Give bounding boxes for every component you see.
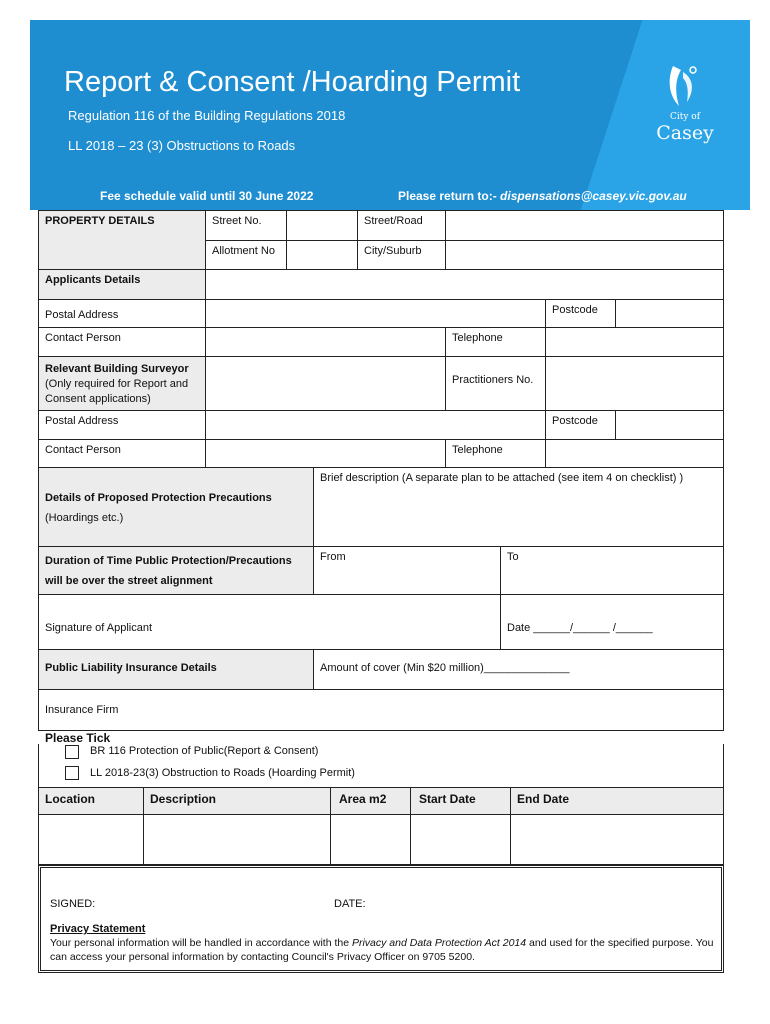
privacy-statement [50, 936, 718, 964]
page-title: Report & Consent /Hoarding Permit [64, 66, 521, 98]
table-cell-description[interactable] [143, 814, 331, 865]
street-road-field[interactable] [445, 210, 724, 241]
brief-description-label: Brief description (A separate plan to be attached (see item 4 on checklist) ) [320, 472, 684, 484]
tick-label-br116: BR 116 Protection of Public(Report & Consent) [90, 745, 319, 757]
leaf-logo-icon [663, 62, 703, 112]
applicant-contact-label: Contact Person [38, 327, 206, 357]
surveyor-telephone-field[interactable] [545, 439, 724, 468]
surveyor-section-label: Relevant Building Surveyor [45, 363, 189, 375]
table-header-location: Location [38, 787, 144, 815]
allotment-field[interactable] [286, 240, 358, 270]
surveyor-name-field[interactable] [205, 356, 446, 411]
table-header-end-date: End Date [510, 787, 724, 815]
allotment-label: Allotment No [205, 240, 287, 270]
precautions-sub: (Hoardings etc.) [45, 512, 124, 524]
privacy-title: Privacy Statement [50, 923, 146, 935]
tick-checkbox-ll2018[interactable] [65, 766, 79, 780]
table-cell-location[interactable] [38, 814, 144, 865]
duration-to-field[interactable] [500, 546, 724, 595]
signature-label: Signature of Applicant [45, 622, 153, 634]
precautions-label-cell [38, 467, 314, 547]
surveyor-contact-field[interactable] [205, 439, 446, 468]
applicant-contact-field[interactable] [205, 327, 446, 357]
city-suburb-field[interactable] [445, 240, 724, 270]
table-header-description: Description [143, 787, 331, 815]
duration-label-line1: Duration of Time Public Protection/Precautions [45, 555, 292, 567]
signature-date-label: Date ______/______ /______ [507, 622, 653, 634]
precautions-label: Details of Proposed Protection Precautions [45, 492, 272, 504]
tick-label-ll2018: LL 2018-23(3) Obstruction to Roads (Hoarding Permit) [90, 767, 355, 779]
table-cell-area[interactable] [330, 814, 411, 865]
applicant-postcode-field[interactable] [615, 299, 724, 328]
insurance-label: Public Liability Insurance Details [38, 649, 314, 690]
header-banner [30, 20, 750, 210]
table-header-area: Area m2 [330, 787, 411, 815]
table-cell-end-date[interactable] [510, 814, 724, 865]
street-no-label: Street No. [205, 210, 287, 241]
practitioners-no-label: Practitioners No. [445, 356, 546, 411]
logo-casey: Casey [656, 122, 714, 144]
applicant-postcode-label: Postcode [545, 299, 616, 328]
duration-label-line2: will be over the street alignment [45, 575, 213, 587]
city-suburb-label: City/Suburb [357, 240, 446, 270]
logo-city-of: City of [669, 112, 701, 122]
insurance-cover-label: Amount of cover (Min $20 million)______________ [320, 662, 570, 674]
brief-description-field[interactable] [313, 467, 724, 547]
privacy-act-name: Privacy and Data Protection Act 2014 [351, 937, 527, 949]
insurance-firm-label: Insurance Firm [45, 704, 119, 716]
duration-from-field[interactable] [313, 546, 501, 595]
return-email[interactable]: dispensations@casey.vic.gov.au [500, 189, 687, 203]
table-header-start-date: Start Date [410, 787, 511, 815]
surveyor-label-cell [38, 356, 206, 411]
signature-field[interactable] [38, 594, 501, 650]
insurance-firm-field[interactable] [38, 689, 724, 731]
surveyor-postcode-field[interactable] [615, 410, 724, 440]
privacy-text-post: and used for the specified purpose. You can access your personal information by contacting Council's Privacy Officer on 9705 5200. [50, 937, 714, 963]
insurance-cover-field[interactable] [313, 649, 724, 690]
street-no-field[interactable] [286, 210, 358, 241]
surveyor-note: (Only required for Report and Consent applications) [45, 378, 189, 405]
city-of-casey-logo [655, 62, 715, 152]
fee-schedule-note: Fee schedule valid until 30 June 2022 [100, 189, 314, 203]
applicant-telephone-label: Telephone [445, 327, 546, 357]
applicant-telephone-field[interactable] [545, 327, 724, 357]
privacy-text-pre: Your personal information will be handled in accordance with the [50, 937, 352, 949]
surveyor-postcode-label: Postcode [545, 410, 616, 440]
regulation-subtitle: Regulation 116 of the Building Regulations 2018 [68, 108, 346, 123]
property-details-label: PROPERTY DETAILS [38, 210, 206, 270]
applicant-name-field[interactable] [205, 269, 724, 300]
signed-label: SIGNED: [50, 898, 96, 910]
street-road-label: Street/Road [357, 210, 446, 241]
surveyor-postal-field[interactable] [205, 410, 546, 440]
applicant-postal-field[interactable] [205, 299, 546, 328]
surveyor-contact-label: Contact Person [38, 439, 206, 468]
duration-label-cell [38, 546, 314, 595]
table-cell-start-date[interactable] [410, 814, 511, 865]
signature-date-field[interactable] [500, 594, 724, 650]
surveyor-telephone-label: Telephone [445, 439, 546, 468]
practitioners-no-field[interactable] [545, 356, 724, 411]
duration-from-label: From [320, 551, 346, 563]
return-note [398, 189, 687, 203]
tick-checkbox-br116[interactable] [65, 745, 79, 759]
applicants-details-label: Applicants Details [38, 269, 206, 300]
local-law-subtitle: LL 2018 – 23 (3) Obstructions to Roads [68, 138, 296, 153]
please-tick-heading: Please Tick [45, 731, 111, 745]
footer-date-label: DATE: [334, 898, 366, 910]
return-label: Please return to:- [398, 189, 501, 203]
duration-to-label: To [507, 551, 519, 563]
surveyor-postal-label: Postal Address [38, 410, 206, 440]
applicant-postal-label: Postal Address [38, 299, 206, 328]
